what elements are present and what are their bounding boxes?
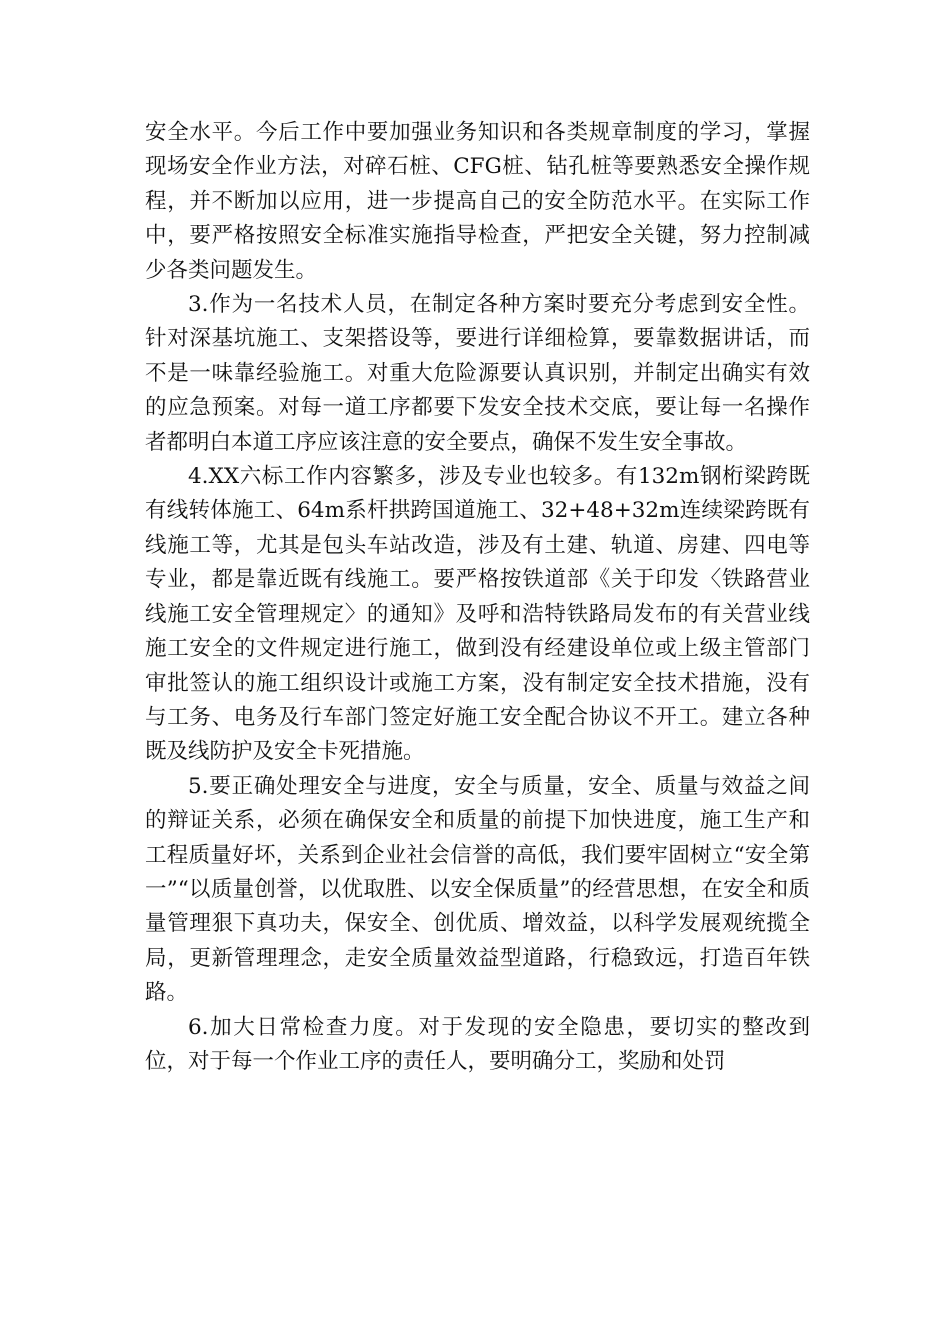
- paragraph-item-3: 3.作为一名技术人员，在制定各种方案时要充分考虑到安全性。针对深基坑施工、支架搭设等，要进行详细检算，要靠数据讲话，而不是一味靠经验施工。对重大危险源要认真识别，并制定出确实有效的应急预案。对每一道工序都要下发安全技术交底，要让每一名操作者都明白本道工序应该注意的安全要点，确保不发生安全事故。: [145, 292, 810, 455]
- paragraph-item-5: 5.要正确处理安全与进度，安全与质量，安全、质量与效益之间的辩证关系，必须在确保安全和质量的前提下加快进度，施工生产和工程质量好坏，关系到企业社会信誉的高低，我们要牢固树立“安全第一”“以质量创誉，以优取胜、以安全保质量”的经营思想，在安全和质量管理狠下真功夫，保安全、创优质、增效益，以科学发展观统揽全局，更新管理理念，走安全质量效益型道路，行稳致远，打造百年铁路。: [145, 773, 810, 1006]
- paragraph-continuation: 安全水平。今后工作中要加强业务知识和各类规章制度的学习，掌握现场安全作业方法，对碎石桩、CFG桩、钻孔桩等要熟悉安全操作规程，并不断加以应用，进一步提高自己的安全防范水平。在实际工作中，要严格按照安全标准实施指导检查，严把安全关键，努力控制减少各类问题发生。: [145, 120, 810, 283]
- paragraph-item-4: 4.XX六标工作内容繁多，涉及专业也较多。有132m钢桁梁跨既有线转体施工、64m系杆拱跨国道施工、32+48+32m连续梁跨既有线施工等，尤其是包头车站改造，涉及有土建、轨道、房建、四电等专业，都是靠近既有线施工。要严格按铁道部《关于印发〈铁路营业线施工安全管理规定〉的通知》及呼和浩特铁路局发布的有关营业线施工安全的文件规定进行施工，做到没有经建设单位或上级主管部门审批签认的施工组织设计或施工方案，没有制定安全技术措施，没有与工务、电务及行车部门签定好施工安全配合协议不开工。建立各种既及线防护及安全卡死措施。: [145, 464, 810, 765]
- paragraph-item-6: 6.加大日常检查力度。对于发现的安全隐患，要切实的整改到位，对于每一个作业工序的责任人，要明确分工，奖励和处罚: [145, 1014, 810, 1074]
- document-page: [145, 116, 810, 1079]
